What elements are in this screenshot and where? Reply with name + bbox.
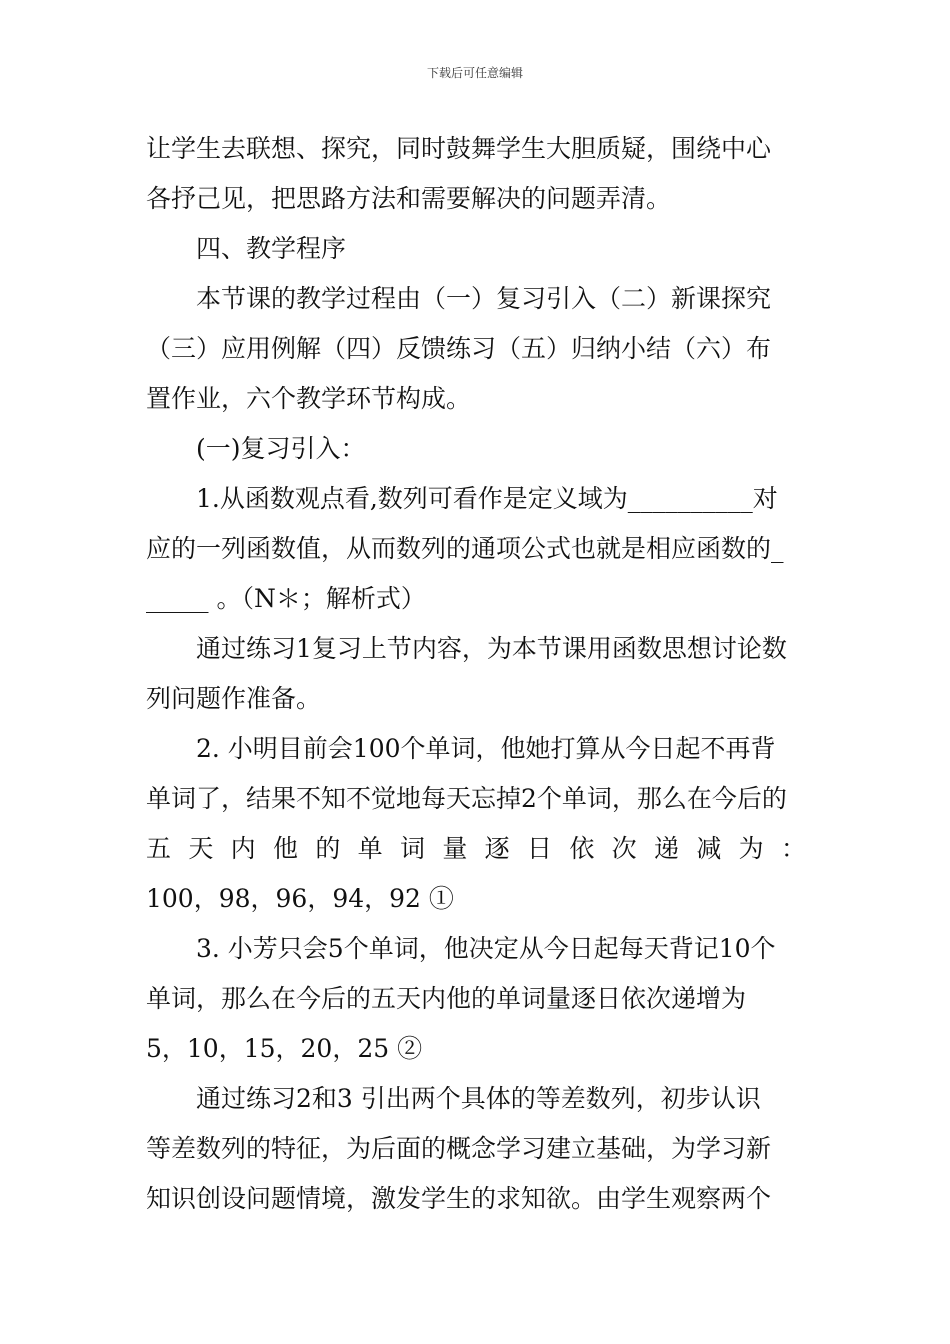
text-line: 5，10，15，20，25 ② bbox=[146, 1034, 423, 1063]
subsection-heading: (一)复习引入： bbox=[146, 434, 366, 463]
page-header: 下载后可任意编辑 bbox=[426, 66, 523, 80]
text-line: （三）应用例解（四）反馈练习（五）归纳小结（六）布 bbox=[146, 334, 772, 363]
text-line: 等差数列的特征，为后面的概念学习建立基础，为学习新 bbox=[146, 1134, 772, 1163]
text-line: 3. 小芳只会5个单词，他决定从今日起每天背记10个 bbox=[146, 934, 776, 963]
text-line: 列问题作准备。 bbox=[146, 684, 322, 713]
text-line: 五天内他的单词量逐日依次递减为： bbox=[146, 834, 806, 863]
text-line: 知识创设问题情境，激发学生的求知欲。由学生观察两个 bbox=[146, 1184, 772, 1213]
text-line: 置作业，六个教学环节构成。 bbox=[146, 384, 472, 413]
text-line: 应的一列函数值，从而数列的通项公式也就是相应函数的_ bbox=[146, 534, 784, 563]
text-line: 2. 小明目前会100个单词，他她打算从今日起不再背 bbox=[146, 734, 776, 763]
text-line: 1.从函数观点看,数列可看作是定义域为__________对 bbox=[146, 484, 778, 513]
text-line: _____ 。（N＊；解析式） bbox=[146, 584, 426, 613]
text-line: 100，98，96，94，92 ① bbox=[146, 884, 454, 913]
text-line: 各抒己见，把思路方法和需要解决的问题弄清。 bbox=[146, 184, 672, 213]
text-line: 本节课的教学过程由（一）复习引入（二）新课探究 bbox=[146, 284, 772, 313]
text-line: 让学生去联想、探究，同时鼓舞学生大胆质疑，围绕中心 bbox=[146, 134, 772, 163]
section-heading: 四、教学程序 bbox=[146, 234, 347, 263]
text-line: 单词，那么在今后的五天内他的单词量逐日依次递增为 bbox=[146, 984, 747, 1013]
text-line: 通过练习2和3 引出两个具体的等差数列，初步认识 bbox=[146, 1084, 761, 1113]
text-line: 通过练习1复习上节内容，为本节课用函数思想讨论数 bbox=[146, 634, 787, 663]
text-line: 单词了，结果不知不觉地每天忘掉2个单词，那么在今后的 bbox=[146, 784, 787, 813]
